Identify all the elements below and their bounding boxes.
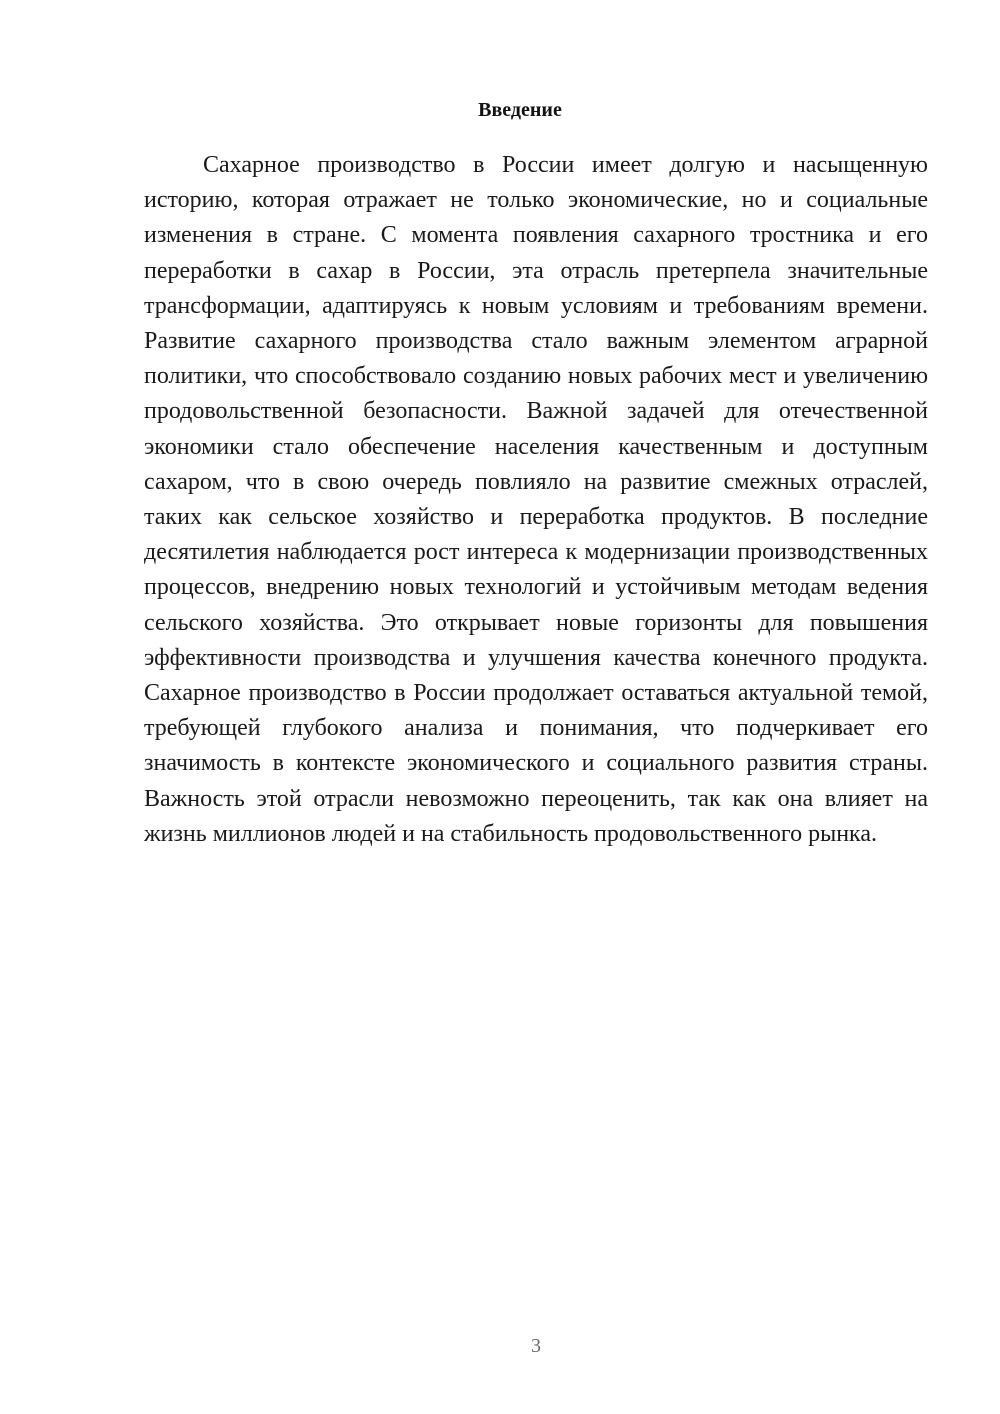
body-paragraph: Сахарное производство в России имеет долгую и насыщенную историю, которая отражает не только экономические, но и социальные изменения в стране. С момента появления сахарного тростника и его переработки в сахар в России, эта отрасль претерпела значительные трансформации, адаптируясь к новым условиям и требованиям времени. Развитие сахарного производства стало важным элементом аграрной политики, что способствовало созданию новых рабочих мест и увеличению продовольственной безопасности. Важной задачей для отечественной экономики стало обеспечение населения качественным и доступным сахаром, что в свою очередь повлияло на развитие смежных отраслей, таких как сельское хозяйство и переработка продуктов. В последние десятилетия наблюдается рост интереса к модернизации производственных процессов, внедрению новых технологий и устойчивым методам ведения сельского хозяйства. Это открывает новые горизонты для повышения эффективности производства и улучшения качества конечного продукта. Сахарное производство в России продолжает оставаться актуальной темой, требующей глубокого анализа и понимания, что подчеркивает его значимость в контексте экономического и социального развития страны. Важность этой отрасли невозможно переоценить, так как она влияет на жизнь миллионов людей и на стабильность продовольственного рынка. <box>144 152 928 847</box>
page-number: 3 <box>531 1335 541 1357</box>
section-title: Введение <box>478 99 562 121</box>
page-content <box>144 96 928 852</box>
